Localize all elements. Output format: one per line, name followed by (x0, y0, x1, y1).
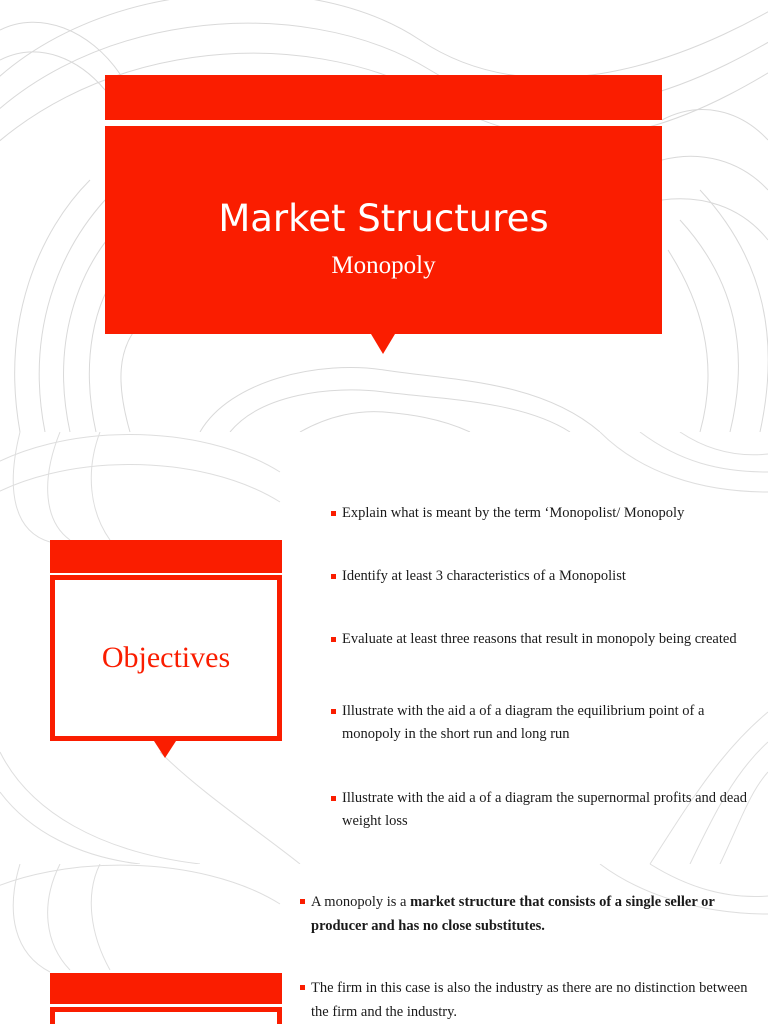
slide-definition (0, 864, 768, 1024)
objective-item-1: Explain what is meant by the term ‘Monopolist/ Monopoly (342, 502, 752, 525)
objective-item-5: Illustrate with the aid a of a diagram the supernormal profits and dead weight loss (342, 787, 760, 833)
objectives-top-bar (50, 540, 282, 573)
bullet-marker (331, 709, 336, 714)
bullet-marker (331, 637, 336, 642)
objective-item-4: Illustrate with the aid a of a diagram the equilibrium point of a monopoly in the short run and long run (342, 700, 752, 746)
bullet-marker (300, 985, 305, 990)
definition-item-2: The firm in this case is also the industry as there are no distinction between the firm and the industry. (311, 976, 761, 1024)
objectives-pointer (154, 741, 176, 758)
slide-title (0, 0, 768, 432)
title-top-bar (105, 75, 662, 120)
bullet-marker (331, 511, 336, 516)
slide-objectives (0, 432, 768, 864)
definition-frame (50, 1007, 282, 1024)
objective-item-2: Identify at least 3 characteristics of a Monopolist (342, 565, 752, 588)
title-box-pointer (371, 334, 395, 354)
slide-title: Market Structures (218, 197, 549, 240)
objectives-heading: Objectives (101, 641, 231, 674)
bullet-marker (331, 796, 336, 801)
slide-subtitle: Monopoly (331, 252, 436, 279)
bullet-marker (331, 574, 336, 579)
bullet-marker (300, 899, 305, 904)
definition-item-1: A monopoly is a market structure that consists of a single seller or producer and has no close substitutes. (311, 890, 766, 938)
definition-top-bar (50, 973, 282, 1004)
objective-item-3: Evaluate at least three reasons that result in monopoly being created (342, 628, 742, 651)
